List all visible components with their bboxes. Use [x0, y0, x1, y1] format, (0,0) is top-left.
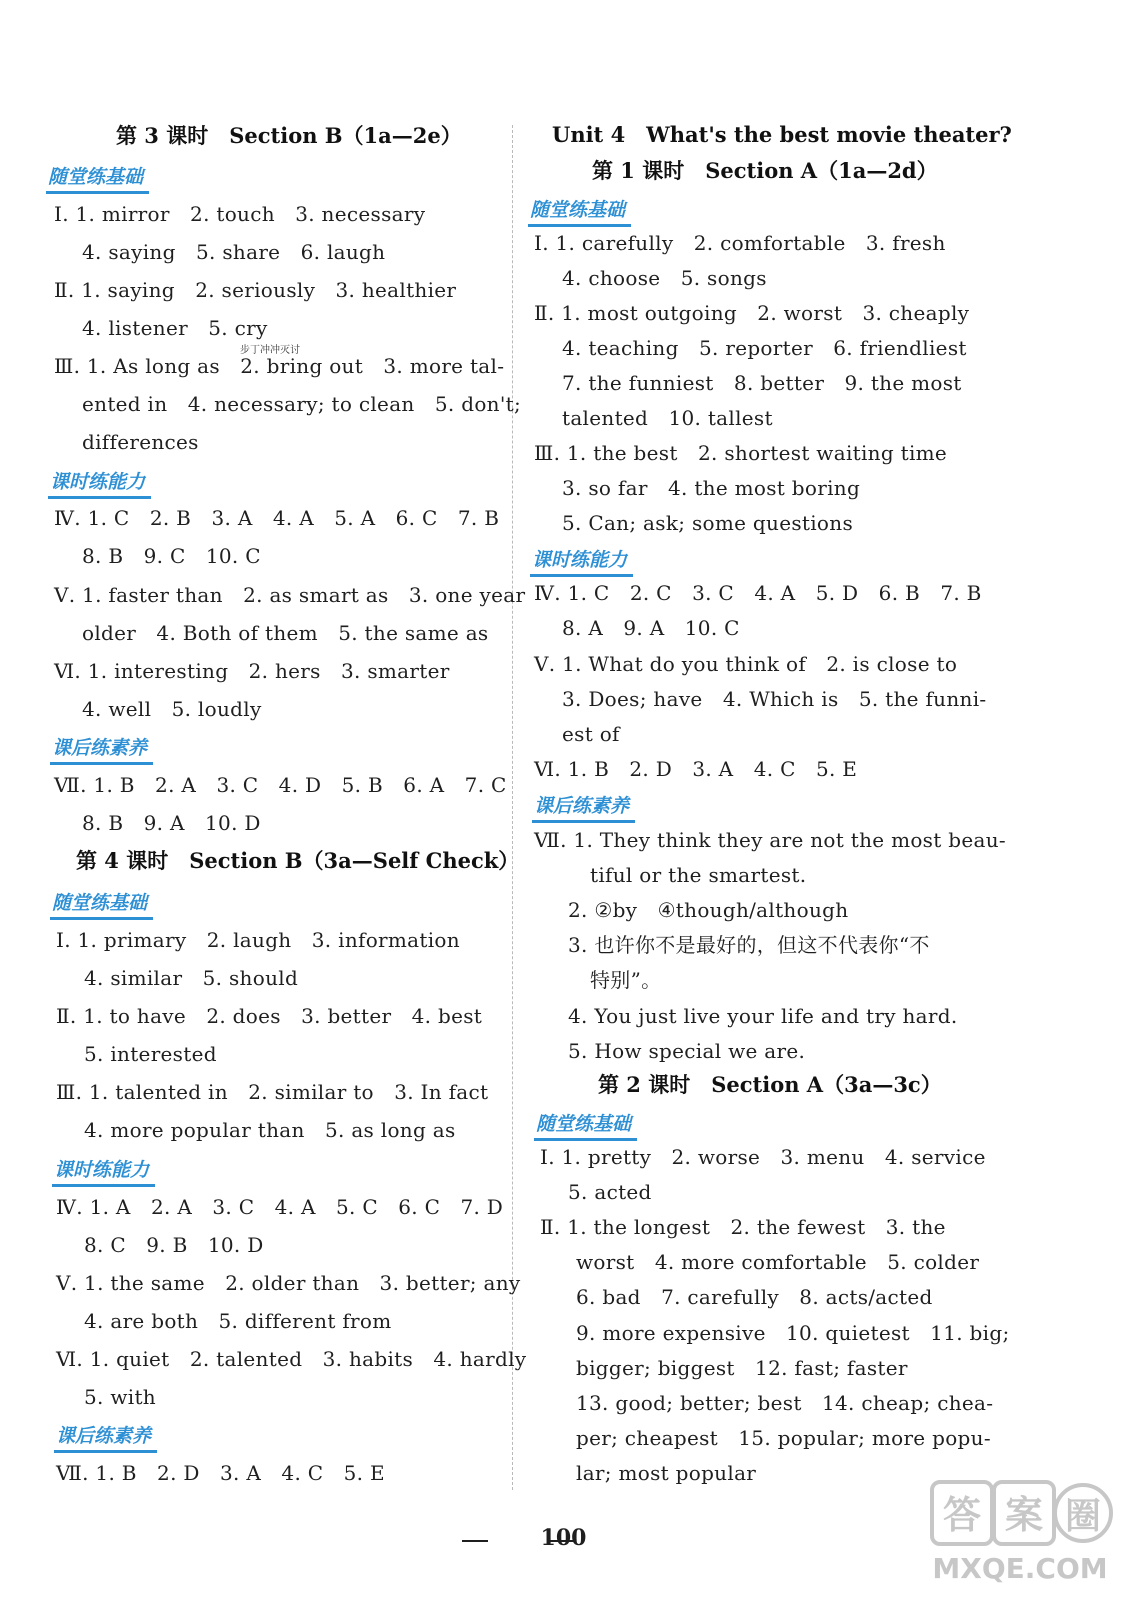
answer-line: 5. Can; ask; some questions — [562, 511, 854, 535]
answer-line: 8. B 9. C 10. C — [82, 544, 261, 568]
answer-line: 4. saying 5. share 6. laugh — [82, 240, 386, 264]
unit-4-lesson-1-title: 第 1 课时 Section A（1a—2d） — [592, 158, 938, 183]
answer-line: 5. acted — [568, 1180, 652, 1204]
lesson-3-title: 第 3 课时 Section B（1a—2e） — [116, 123, 462, 148]
answer-line: differences — [82, 430, 199, 454]
answer-line: 8. C 9. B 10. D — [84, 1233, 264, 1257]
answer-line: 4. well 5. loudly — [82, 697, 262, 721]
answer-line: Ⅲ. 1. talented in 2. similar to 3. In fact — [56, 1080, 489, 1104]
answer-line: 4. similar 5. should — [84, 966, 299, 990]
tag-ability-practice: 课时练能力 — [530, 548, 633, 577]
tag-basic-practice: 随堂练基础 — [528, 198, 631, 227]
answer-line: Ⅵ. 1. quiet 2. talented 3. habits 4. hardly — [56, 1347, 527, 1371]
answer-line: 3. Does; have 4. Which is 5. the funni- — [562, 687, 987, 711]
answer-line: Ⅵ. 1. interesting 2. hers 3. smarter — [54, 659, 450, 683]
tag-basic-practice: 随堂练基础 — [534, 1112, 637, 1141]
answer-line: 4. more popular than 5. as long as — [84, 1118, 456, 1142]
answer-line: Ⅳ. 1. C 2. C 3. C 4. A 5. D 6. B 7. B — [534, 581, 982, 605]
answer-line: Ⅱ. 1. the longest 2. the fewest 3. the — [540, 1215, 946, 1239]
answer-line: 8. A 9. A 10. C — [562, 616, 740, 640]
answer-line: 8. B 9. A 10. D — [82, 811, 261, 835]
tag-literacy-practice: 课后练素养 — [54, 1424, 157, 1453]
tag-ability-practice: 课时练能力 — [52, 1158, 155, 1187]
answer-line: Ⅳ. 1. C 2. B 3. A 4. A 5. A 6. C 7. B — [54, 506, 500, 530]
answer-line: 13. good; better; best 14. cheap; chea- — [576, 1391, 994, 1415]
answer-line: Ⅲ. 1. As long as 2. bring out 3. more tal- — [54, 354, 505, 378]
answer-line: Ⅲ. 1. the best 2. shortest waiting time — [534, 441, 948, 465]
answer-line: tiful or the smartest. — [590, 863, 807, 887]
answer-line: 5. with — [84, 1385, 156, 1409]
answer-line: Ⅴ. 1. faster than 2. as smart as 3. one year — [54, 583, 526, 607]
answer-line: Ⅵ. 1. B 2. D 3. A 4. C 5. E — [534, 757, 858, 781]
answer-line: 5. How special we are. — [568, 1039, 806, 1063]
answer-line: Ⅱ. 1. to have 2. does 3. better 4. best — [56, 1004, 483, 1028]
answer-line: Ⅶ. 1. B 2. D 3. A 4. C 5. E — [56, 1461, 385, 1485]
answer-line: Ⅳ. 1. A 2. A 3. C 4. A 5. C 6. C 7. D — [56, 1195, 504, 1219]
answer-line: 3. 也许你不是最好的，但这不代表你“不 — [568, 933, 930, 957]
lesson-4-title: 第 4 课时 Section B（3a—Self Check） — [76, 848, 520, 873]
answer-line: 7. the funniest 8. better 9. the most — [562, 371, 962, 395]
answer-line: Ⅶ. 1. They think they are not the most beau- — [534, 828, 1006, 852]
answer-line: 5. interested — [84, 1042, 217, 1066]
tag-basic-practice: 随堂练基础 — [50, 891, 153, 920]
answer-line: worst 4. more comfortable 5. colder — [576, 1250, 980, 1274]
answer-line: 4. are both 5. different from — [84, 1309, 392, 1333]
answer-site-logo-icon — [928, 1478, 1113, 1590]
answer-line: Ⅴ. 1. the same 2. older than 3. better; any — [56, 1271, 521, 1295]
answer-line: 4. You just live your life and try hard. — [568, 1004, 958, 1028]
answer-line: 9. more expensive 10. quietest 11. big; — [576, 1321, 1010, 1345]
page-number-dash-right — [548, 1540, 574, 1542]
answer-line: 特别”。 — [590, 968, 662, 992]
answer-line: Ⅶ. 1. B 2. A 3. C 4. D 5. B 6. A 7. C — [54, 773, 507, 797]
answer-line: est of — [562, 722, 620, 746]
answer-line: 4. teaching 5. reporter 6. friendliest — [562, 336, 967, 360]
answer-line: 3. so far 4. the most boring — [562, 476, 861, 500]
answer-line: bigger; biggest 12. fast; faster — [576, 1356, 908, 1380]
unit-4-lesson-2-title: 第 2 课时 Section A（3a—3c） — [598, 1072, 942, 1097]
answer-line: Ⅰ. 1. mirror 2. touch 3. necessary — [54, 202, 426, 226]
page-number: 100 — [540, 1525, 587, 1551]
tag-literacy-practice: 课后练素养 — [50, 736, 153, 765]
tag-ability-practice: 课时练能力 — [48, 470, 151, 499]
tag-literacy-practice: 课后练素养 — [532, 794, 635, 823]
answer-line: Ⅰ. 1. primary 2. laugh 3. information — [56, 928, 460, 952]
answer-line: 2. ②by ④though/although — [568, 898, 849, 922]
answer-line: Ⅴ. 1. What do you think of 2. is close to — [534, 652, 958, 676]
answer-line: Ⅰ. 1. carefully 2. comfortable 3. fresh — [534, 231, 946, 255]
answer-line: talented 10. tallest — [562, 406, 773, 430]
answer-line: older 4. Both of them 5. the same as — [82, 621, 489, 645]
watermark-url: MXQE.COM — [932, 1552, 1108, 1585]
answer-line: ented in 4. necessary; to clean 5. don't; — [82, 392, 522, 416]
watermark-char-1: 答 — [942, 1493, 982, 1537]
watermark-char-2: 案 — [1004, 1493, 1044, 1537]
answer-line: Ⅰ. 1. pretty 2. worse 3. menu 4. service — [540, 1145, 986, 1169]
unit-4-title: Unit 4 What's the best movie theater? — [552, 122, 1012, 147]
watermark-char-3: 圈 — [1064, 1496, 1102, 1537]
answer-line: 4. choose 5. songs — [562, 266, 767, 290]
answer-line: Ⅱ. 1. most outgoing 2. worst 3. cheaply — [534, 301, 970, 325]
answer-line: per; cheapest 15. popular; more popu- — [576, 1426, 991, 1450]
handwritten-note: 步丁冲冲灭讨 — [240, 345, 300, 356]
answer-line: lar; most popular — [576, 1461, 757, 1485]
answer-line: 6. bad 7. carefully 8. acts/acted — [576, 1285, 933, 1309]
tag-basic-practice: 随堂练基础 — [46, 165, 149, 194]
answer-line: 4. listener 5. cry — [82, 316, 268, 340]
answer-line: Ⅱ. 1. saying 2. seriously 3. healthier — [54, 278, 457, 302]
